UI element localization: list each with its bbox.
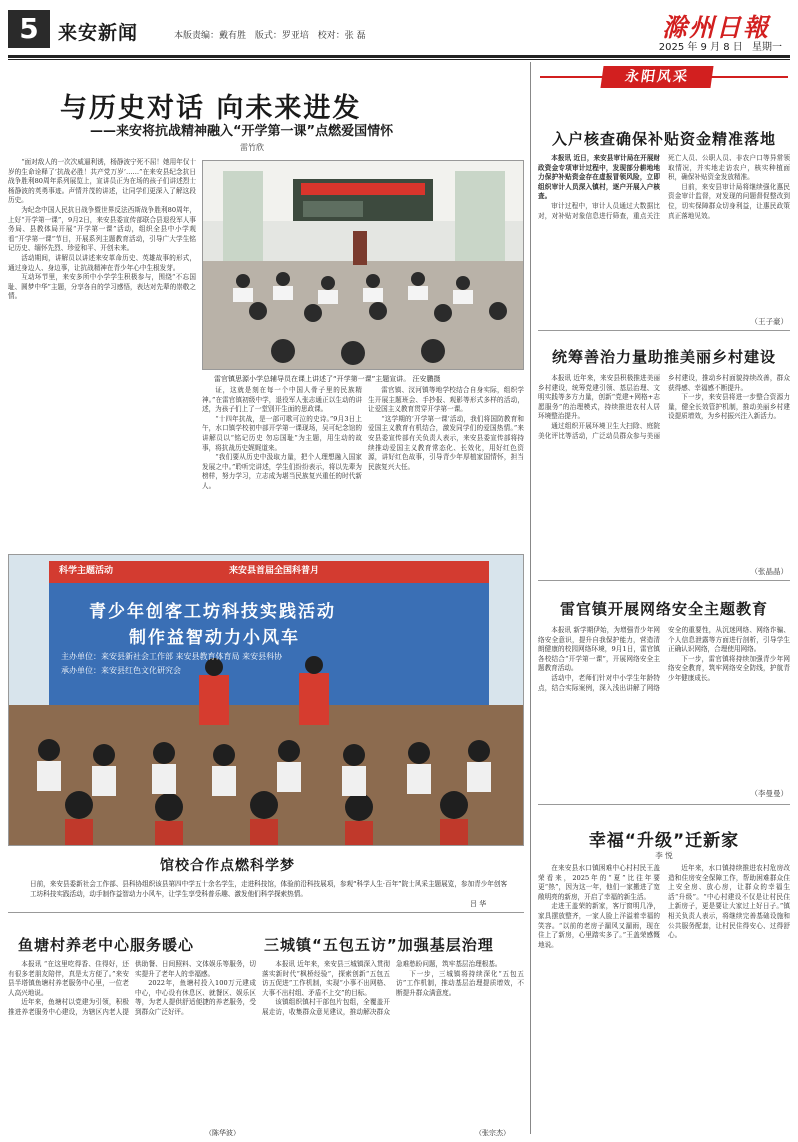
right-article-1-byline: （王子豪）	[750, 317, 788, 326]
page-number: 5	[8, 10, 50, 48]
paragraph: 在来安县水口镇困难中心村村民王盖荣看来，2025年的“夏”比往年要更“热”，因为这一年，他们一家搬进了宽敞明亮的新房，开启了幸福的新生活。	[538, 864, 660, 901]
classroom-photo	[202, 160, 524, 370]
paragraph: 为纪念中国人民抗日战争暨世界反法西斯战争胜利80周年，上好“开学第一课”，9月2日，来安县委宣传部联合县退役军人事务局、县教体局开展“开学第一课”活动，组织全县中小学观看“开学第一课”节目，开展系列主题教育活动，引导广大学生铭记历史、缅怀先烈、珍爱和平、开创未来。	[8, 205, 196, 253]
paragraph: 雷官镇、汊河镇等地学校结合自身实际，组织学生开展主题班会、手抄报、观影等形式多样的活动，让爱国主义教育贯穿开学第一课。	[368, 386, 524, 414]
layout-credit: 版式：罗亚培	[254, 31, 309, 41]
paragraph: 2022年，鱼塘村投入100万元建成中心，中心设有休息区、就餐区、娱乐区等，为老人提供舒适便捷的养老服务，受到群众广泛好评。	[135, 979, 256, 1016]
lead-subheadline: ——来安将抗战精神融入“开学第一课”点燃爱国情怀	[90, 124, 394, 139]
lead-column-2	[202, 386, 362, 546]
section-divider	[538, 580, 790, 581]
paragraph: 目前，来安县审计局将继续强化惠民资金审计监督，对发现的问题督促整改到位，切实保障群众切身利益，让惠民政策真正落地见效。	[668, 182, 790, 220]
feature-caption: 日前，来安县委新社会工作部、县科协组织该县第四中学五十余名学生，走进科技馆，体验前沿科技展项，参观“科学人生·百年”院士风采主题展览，参加青少年创客工坊科技实践活动，动手制作益智动力小风车，让学生享受科普乐趣、激发他们科学探索热情。	[30, 880, 508, 898]
paragraph: 本报讯 “在这里吃得香、住得好，还有很多老朋友陪伴，真是太方便了。”来安县半塔镇鱼塘村养老服务中心里，一位老人高兴地说。	[8, 960, 129, 997]
paragraph: 走进王盖荣的新家，客厅窗明几净，家具摆放整齐，一家人脸上洋溢着幸福的笑容。“以前的老房子漏风又漏雨，现在住上了新房，心里踏实多了。”王盖荣感慨地说。	[538, 902, 660, 949]
paragraph: “面对敌人的一次次威逼利诱，杨静波宁死不屈！她用年仅十岁的生命诠释了‘抗战必胜！共产党万岁’……”在来安县纪念抗日战争胜利80周年系列展览上，宣讲员正为在场的孩子们讲述烈士杨静波的英勇事迹。声情并茂的讲述，让同学们更深入了解这段历史。	[8, 158, 196, 205]
banner-line-2: 制作益智动力小风车	[129, 628, 300, 648]
editor-credit: 本版责编：戴有胜	[174, 31, 247, 41]
right-article-1-headline: 入户核查确保补贴资金精准落地	[551, 130, 776, 148]
lead-column-1	[8, 158, 196, 458]
right-article-2-byline: （张晶晶）	[750, 567, 788, 576]
right-article-4-headline: 幸福“升级”迁新家	[588, 831, 740, 851]
right-article-2-headline: 统筹善治力量助推美丽乡村建设	[551, 348, 776, 366]
paragraph: 审计过程中，审计人员通过大数据比对，对补贴对象信息进行筛查，重点关注死亡人员、公职人员、非农户口等异常领取情况，并实地走访农户，核实种植面积，确保补贴资金发放精准。	[538, 154, 790, 220]
paragraph: 近年来，鱼塘村以党建为引领，积极推进养老服务中心建设，为辖区内老人提供助餐、日间照料、文体娱乐等服务，切实提升了老年人的幸福感。	[8, 960, 256, 1016]
paragraph: “我们要从历史中汲取力量，把个人理想融入国家发展之中。”聆听完讲述，学生们纷纷表示，将以先辈为榜样，努力学习，立志成为堪当民族复兴重任的时代新人。	[202, 453, 362, 490]
banner-label: 科学主题活动	[59, 566, 114, 576]
paragraph: “十四年抗战，是一部可歌可泣的史诗。”9月3日上午，水口镇学校初中部开学第一课现场，吴可纪念馆的讲解员以“铭记历史 勿忘国耻”为主题，用生动的故事，将抗战历史娓娓道来。	[202, 414, 362, 452]
dateline	[653, 38, 782, 53]
banner-co-organizers: 承办单位：来安县红色文化研究会	[61, 666, 181, 675]
right-article-2-body	[538, 374, 790, 564]
bottom-article-1-byline: （陈华波）	[205, 1129, 240, 1137]
paragraph: 活动中，老师们针对中小学生年龄特点，结合实际案例，深入浅出讲解了网络安全的重要性，从沉迷网络、网络诈骗、个人信息泄露等方面进行剖析，引导学生正确认识网络，合理使用网络。	[538, 626, 790, 692]
paragraph: 下一步，雷官镇将持续加强青少年网络安全教育，筑牢网络安全防线，护航青少年健康成长。	[668, 654, 790, 682]
paragraph: 近年来，水口镇持续推进农村危房改造和住房安全保障工作，帮助困难群众住上安全房、放心房，让群众的幸福生活“升级”。“中心村建设不仅是让村民住上新房子，更是要让大家过上好日子。”镇相关负责人表示，将继续完善基础设施和公共服务配套，让村民住得安心、过得舒心。	[668, 864, 790, 940]
classroom-photo-caption: 雷官镇思源小学总辅导员在课上讲述了“开学第一课”主题宣讲。 汪安鹏摄	[214, 375, 441, 383]
paragraph: 互动环节里，来安多所中小学学生积极参与，围绕“不忘国耻、圆梦中华”主题，分享各自的学习感悟，表达对先辈的崇敬之情。	[8, 273, 196, 301]
lead-headline: 与历史对话 向未来进发	[60, 93, 362, 124]
bottom-article-1-headline: 鱼塘村养老中心服务暖心	[18, 936, 195, 954]
banner-line-1: 青少年创客工坊科技实践活动	[89, 602, 336, 622]
paragraph: 下一步，三城镇将持续深化“五包五访”工作机制，推动基层治理提质增效，不断提升群众满意度。	[396, 969, 524, 997]
feature-headline: 馆校合作点燃科学梦	[160, 858, 295, 874]
paragraph: 下一步，来安县将进一步整合资源力量，健全长效管护机制，推动美丽乡村建设提质增效，为乡村振兴注入新活力。	[668, 393, 790, 421]
bottom-article-1-body	[8, 960, 256, 1132]
paragraph: 证，这就是刻在每一个中国人骨子里的民族精神。”在雷官镇初级中学，退役军人张志通正以生动的讲述，为孩子们上了一堂别开生面的思政课。	[202, 386, 362, 414]
paragraph: “这学期的‘开学第一课’活动，我们将国防教育和爱国主义教育有机结合，激发同学们的爱国热情。”来安县委宣传部有关负责人表示，来安县委宣传部将持续推动爱国主义教育常态化、长效化，用好红色资源，讲好红色故事，引导青少年厚植家国情怀，担当民族复兴大任。	[368, 414, 524, 471]
feature-byline: 吕 华	[470, 900, 487, 908]
right-article-3-body	[538, 626, 790, 786]
paragraph: 活动期间，讲解员以讲述来安革命历史、英雄故事的形式，通过身边人、身边事，让抗战精神在青少年心中生根发芽。	[8, 253, 196, 272]
science-activity-photo	[8, 554, 524, 846]
lead-byline: 雷竹欣	[240, 143, 264, 152]
section-title: 来安新闻	[58, 22, 139, 44]
bottom-article-2-headline: 三城镇“五包五访”加强基层治理	[264, 936, 494, 954]
lead-column-3	[368, 386, 524, 546]
section-divider	[538, 804, 790, 805]
classroom-photo-image	[203, 161, 524, 370]
header-rule	[8, 55, 790, 58]
weekday: 星期一	[752, 42, 782, 53]
column-divider	[530, 62, 531, 1134]
paragraph: 通过组织开展环境卫生大扫除、庭院美化评比等活动，广泛动员群众参与美丽乡村建设，推动乡村面貌持续改善，群众获得感、幸福感不断提升。	[538, 374, 790, 440]
right-article-1-body	[538, 154, 790, 314]
right-article-3-byline: （李曼曼）	[750, 789, 788, 798]
lead-column-1-cont	[8, 462, 196, 552]
section-divider	[538, 330, 790, 331]
banner-organizers: 主办单位：来安县新社会工作部 来安县教育体育局 来安县科协	[61, 652, 283, 661]
date: 2025 年 9 月 8 日	[658, 42, 743, 53]
paragraph: 该镇组织镇村干部包片包组，全覆盖开展走访，收集群众意见建议，推动解决群众急难愁盼问题，筑牢基层治理根基。	[262, 960, 502, 1016]
banner-top-text: 来安县首届全国科普月	[229, 566, 320, 576]
page-header	[8, 6, 790, 54]
kicker-label: 永阳风采	[600, 66, 713, 88]
paragraph: 本报讯 近日，来安县审计局在开展财政资金专项审计过程中，发现部分耕地地力保护补贴资金存在虚报冒领风险，立即组织审计人员深入镇村，逐户开展入户核查。	[538, 154, 660, 201]
masthead-logo: 滁州日報	[661, 13, 770, 42]
editor-credits	[174, 28, 372, 41]
bottom-article-2-byline: （张宗杰）	[475, 1129, 510, 1137]
right-article-4-body	[538, 864, 790, 1134]
right-article-4-byline: 李 悦	[655, 851, 673, 860]
section-divider	[8, 912, 524, 913]
right-article-3-headline: 雷官镇开展网络安全主题教育	[559, 600, 768, 618]
paragraph: 本报讯 近年来，来安县三城镇深入贯彻落实新时代“枫桥经验”，探索创新“五包五访五促进”工作机制，实现“小事不出网格、大事不出村组、矛盾不上交”的目标。	[262, 960, 390, 997]
paragraph: 本报讯 近年来，来安县积极推进美丽乡村建设，统筹党建引领、基层治理、文明实践等多方力量，创新“党建+网格+志愿服务”的治理模式，持续推进农村人居环境整治提升。	[538, 374, 660, 421]
bottom-article-2-body	[262, 960, 524, 1132]
paragraph: 本报讯 新学期伊始，为增强青少年网络安全意识，提升自我保护能力，营造清朗健康的校园网络环境，9月1日，雷官镇各校结合“开学第一课”，开展网络安全主题教育活动。	[538, 626, 660, 673]
header-rule-thin	[8, 59, 790, 60]
proof-credit: 校对：张 磊	[317, 31, 366, 41]
